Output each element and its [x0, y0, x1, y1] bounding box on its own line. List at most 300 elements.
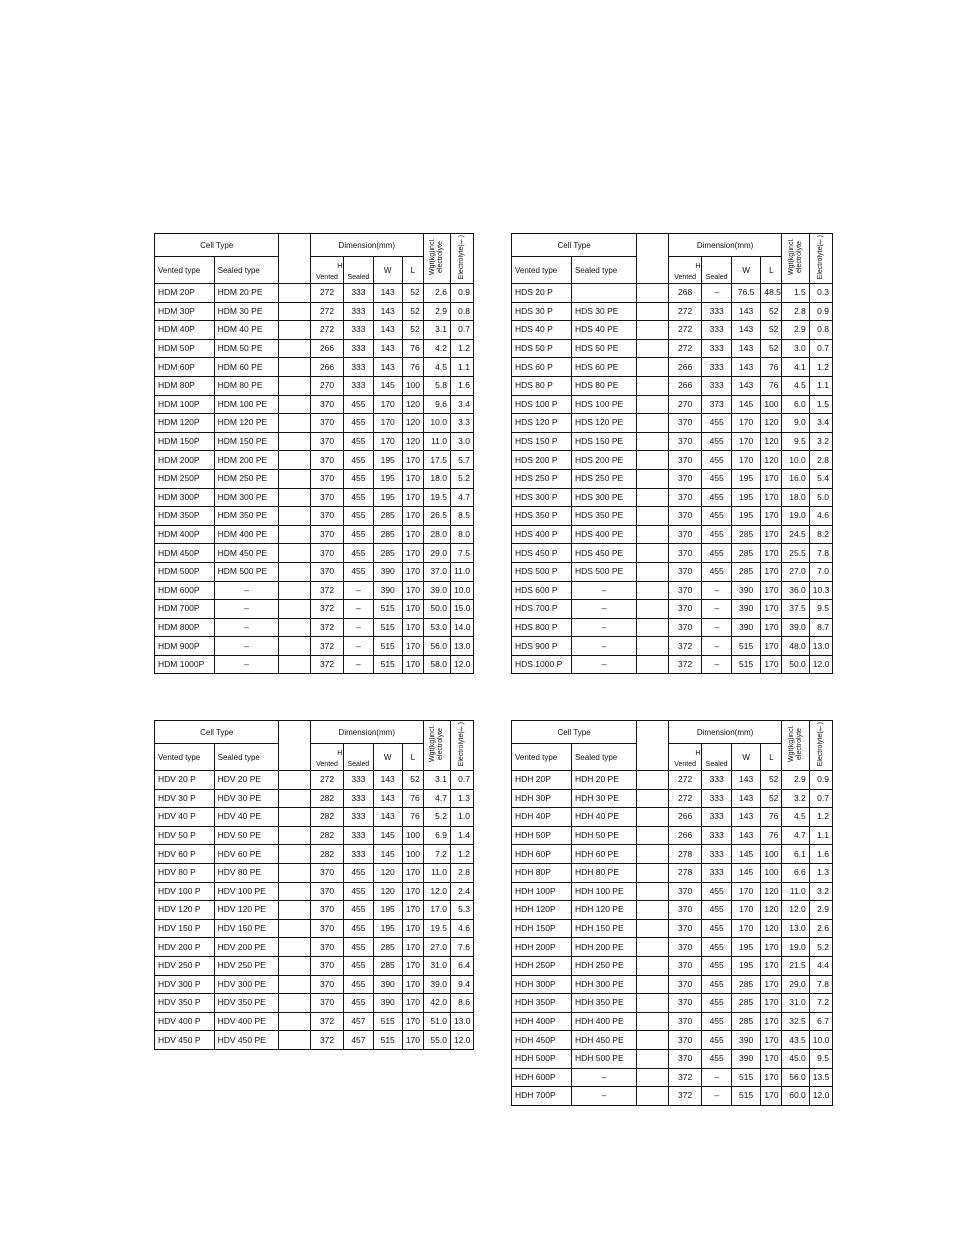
vented-type-cell: HDV 150 P [155, 919, 215, 938]
weight-cell: 18.0 [782, 488, 809, 507]
electrolyte-cell: 13.0 [450, 637, 473, 656]
header-h-vented [310, 744, 343, 771]
h-sealed-cell: 457 [344, 1031, 373, 1050]
weight-cell: 4.5 [782, 376, 809, 395]
h-sealed-cell: 455 [344, 956, 373, 975]
weight-cell: 19.0 [782, 938, 809, 957]
vented-type-cell: HDS 450 P [512, 544, 572, 563]
l-cell: 52 [402, 771, 423, 790]
h-vented-cell: 272 [668, 771, 702, 790]
w-cell: 195 [731, 488, 760, 507]
w-cell: 285 [373, 544, 402, 563]
l-cell: 52 [761, 321, 782, 340]
l-cell: 76 [761, 358, 782, 377]
vented-type-cell: HDS 250 P [512, 469, 572, 488]
h-vented-cell: 278 [668, 863, 702, 882]
electrolyte-cell: 6.7 [809, 1012, 832, 1031]
l-cell: 170 [761, 956, 782, 975]
h-vented-cell: 272 [310, 771, 343, 790]
electrolyte-cell: 12.0 [809, 655, 832, 674]
l-cell: 100 [402, 826, 423, 845]
weight-cell: 3.0 [782, 339, 809, 358]
l-cell: 170 [402, 618, 423, 637]
w-cell: 143 [731, 321, 760, 340]
h-vented-cell: 282 [310, 808, 343, 827]
w-cell: 170 [373, 432, 402, 451]
table-row [155, 655, 474, 674]
l-cell: 170 [402, 507, 423, 526]
header-weight [423, 721, 450, 771]
header-blank [279, 721, 310, 771]
electrolyte-cell: 7.0 [809, 562, 832, 581]
header-weight-label: Wgt(kg)incl. electrolyte [428, 725, 444, 763]
sealed-type-cell: HDM 450 PE [214, 544, 279, 563]
h-vented-cell: 372 [668, 1087, 702, 1106]
vented-type-cell: HDM 120P [155, 414, 215, 433]
w-cell: 195 [731, 469, 760, 488]
blank-cell [279, 919, 310, 938]
h-sealed-cell: 455 [702, 451, 731, 470]
vented-type-cell: HDV 60 P [155, 845, 215, 864]
sealed-type-cell: – [214, 600, 279, 619]
sealed-type-cell: HDV 350 PE [214, 994, 279, 1013]
electrolyte-cell: 13.5 [809, 1068, 832, 1087]
blank-cell [279, 395, 310, 414]
sealed-type-cell: HDM 60 PE [214, 358, 279, 377]
h-sealed-cell: – [344, 637, 373, 656]
h-vented-cell: 370 [668, 469, 702, 488]
table-row [512, 808, 833, 827]
h-sealed-cell: 455 [702, 882, 731, 901]
electrolyte-cell: 5.2 [809, 938, 832, 957]
sealed-type-cell: – [214, 637, 279, 656]
h-vented-cell: 272 [668, 321, 702, 340]
w-cell: 285 [373, 525, 402, 544]
sealed-type-cell: – [571, 581, 636, 600]
l-cell: 52 [761, 789, 782, 808]
header-w: W [731, 257, 760, 284]
electrolyte-cell: 3.2 [809, 432, 832, 451]
weight-cell: 1.5 [782, 284, 809, 303]
l-cell: 170 [761, 469, 782, 488]
h-sealed-cell: – [702, 618, 731, 637]
table-row [155, 488, 474, 507]
w-cell: 76.5 [731, 284, 760, 303]
table-row [155, 808, 474, 827]
weight-cell: 4.7 [423, 789, 450, 808]
weight-cell: 29.0 [782, 975, 809, 994]
vented-type-cell: HDM 100P [155, 395, 215, 414]
electrolyte-cell: 4.6 [450, 919, 473, 938]
w-cell: 285 [731, 975, 760, 994]
weight-cell: 9.6 [423, 395, 450, 414]
electrolyte-cell: 7.2 [809, 994, 832, 1013]
blank-cell [279, 302, 310, 321]
table-row [155, 994, 474, 1013]
w-cell: 515 [373, 637, 402, 656]
sealed-type-cell: HDV 40 PE [214, 808, 279, 827]
weight-cell: 11.0 [423, 863, 450, 882]
table-row [155, 826, 474, 845]
table-row [155, 395, 474, 414]
electrolyte-cell: 1.3 [809, 863, 832, 882]
table-row [155, 581, 474, 600]
l-cell: 170 [402, 901, 423, 920]
h-sealed-cell: 373 [702, 395, 731, 414]
electrolyte-cell: 1.4 [450, 826, 473, 845]
table-row [512, 655, 833, 674]
weight-cell: 4.5 [782, 808, 809, 827]
vented-type-cell: HDS 30 P [512, 302, 572, 321]
vented-type-cell: HDS 700 P [512, 600, 572, 619]
sealed-type-cell: HDV 120 PE [214, 901, 279, 920]
h-vented-cell: 272 [310, 321, 343, 340]
table-row [512, 637, 833, 656]
w-cell: 170 [731, 451, 760, 470]
electrolyte-cell: 1.1 [450, 358, 473, 377]
blank-cell [279, 655, 310, 674]
h-vented-cell: 266 [668, 376, 702, 395]
l-cell: 170 [761, 544, 782, 563]
table-row [512, 882, 833, 901]
electrolyte-cell: 0.9 [450, 284, 473, 303]
weight-cell: 26.5 [423, 507, 450, 526]
l-cell: 52 [761, 302, 782, 321]
vented-type-cell: HDS 400 P [512, 525, 572, 544]
h-sealed-cell: 455 [702, 432, 731, 451]
h-vented-cell: 370 [310, 994, 343, 1013]
l-cell: 76 [761, 826, 782, 845]
h-vented-cell: 278 [668, 845, 702, 864]
vented-type-cell: HDM 30P [155, 302, 215, 321]
sealed-type-cell: – [571, 655, 636, 674]
table-row [155, 901, 474, 920]
l-cell: 170 [402, 994, 423, 1013]
blank-cell [637, 469, 669, 488]
blank-cell [637, 655, 669, 674]
blank-cell [637, 414, 669, 433]
header-electrolyte-label: Electrolyte(ℓ) [816, 234, 824, 280]
h-sealed-cell: 333 [344, 284, 373, 303]
sealed-type-cell: HDM 30 PE [214, 302, 279, 321]
header-vented-type: Vented type [155, 257, 215, 284]
vented-type-cell: HDV 250 P [155, 956, 215, 975]
table-row [512, 1068, 833, 1087]
h-sealed-cell: – [344, 600, 373, 619]
l-cell: 170 [761, 938, 782, 957]
vented-type-cell: HDM 40P [155, 321, 215, 340]
header-h: H [695, 750, 701, 757]
weight-cell: 36.0 [782, 581, 809, 600]
l-cell: 170 [761, 975, 782, 994]
vented-type-cell: HDS 120 P [512, 414, 572, 433]
electrolyte-cell: 12.0 [450, 655, 473, 674]
l-cell: 170 [761, 581, 782, 600]
weight-cell: 6.9 [423, 826, 450, 845]
blank-cell [279, 901, 310, 920]
table-row [155, 919, 474, 938]
vented-type-cell: HDH 100P [512, 882, 572, 901]
blank-cell [637, 321, 669, 340]
l-cell: 170 [402, 562, 423, 581]
w-cell: 515 [373, 1031, 402, 1050]
weight-cell: 53.0 [423, 618, 450, 637]
header-weight [782, 234, 809, 284]
table-row [512, 525, 833, 544]
table-row [155, 284, 474, 303]
table-row [155, 358, 474, 377]
sealed-type-cell: HDS 120 PE [571, 414, 636, 433]
h-vented-cell: 370 [310, 956, 343, 975]
h-vented-cell: 370 [310, 544, 343, 563]
l-cell: 76 [761, 376, 782, 395]
sealed-type-cell: HDM 300 PE [214, 488, 279, 507]
header-h: H [337, 750, 343, 757]
weight-cell: 50.0 [423, 600, 450, 619]
header-sealed-type: Sealed type [214, 744, 279, 771]
h-sealed-cell: 455 [344, 395, 373, 414]
header-vented: Vented [674, 761, 697, 768]
blank-cell [637, 882, 669, 901]
blank-cell [279, 376, 310, 395]
blank-cell [637, 284, 669, 303]
electrolyte-cell: 3.4 [450, 395, 473, 414]
header-electrolyte [809, 721, 832, 771]
table-row [155, 975, 474, 994]
h-sealed-cell: 455 [702, 488, 731, 507]
h-vented-cell: 270 [668, 395, 702, 414]
w-cell: 143 [373, 339, 402, 358]
w-cell: 390 [731, 1031, 760, 1050]
weight-cell: 32.5 [782, 1012, 809, 1031]
l-cell: 170 [402, 525, 423, 544]
h-sealed-cell: 455 [702, 414, 731, 433]
h-sealed-cell: 455 [344, 882, 373, 901]
weight-cell: 56.0 [782, 1068, 809, 1087]
h-sealed-cell: – [702, 637, 731, 656]
sealed-type-cell: HDH 200 PE [571, 938, 636, 957]
sealed-type-cell: HDH 400 PE [571, 1012, 636, 1031]
blank-cell [637, 845, 669, 864]
l-cell: 170 [402, 919, 423, 938]
sealed-type-cell: HDM 120 PE [214, 414, 279, 433]
l-cell: 76 [402, 339, 423, 358]
electrolyte-cell: 7.8 [809, 544, 832, 563]
electrolyte-cell: 1.2 [809, 808, 832, 827]
l-cell: 170 [402, 451, 423, 470]
h-vented-cell: 370 [310, 863, 343, 882]
sealed-type-cell: HDS 40 PE [571, 321, 636, 340]
l-cell: 170 [402, 938, 423, 957]
vented-type-cell: HDS 60 P [512, 358, 572, 377]
vented-type-cell: HDH 250P [512, 956, 572, 975]
h-vented-cell: 370 [668, 1031, 702, 1050]
l-cell: 48.5 [761, 284, 782, 303]
sealed-type-cell: HDS 100 PE [571, 395, 636, 414]
table-row [512, 975, 833, 994]
weight-cell: 19.5 [423, 488, 450, 507]
sealed-type-cell: – [571, 1087, 636, 1106]
blank-cell [637, 1049, 669, 1068]
electrolyte-cell: 5.0 [809, 488, 832, 507]
electrolyte-cell: 0.8 [450, 302, 473, 321]
w-cell: 145 [731, 863, 760, 882]
vented-type-cell: HDH 350P [512, 994, 572, 1013]
h-vented-cell: 370 [310, 562, 343, 581]
sealed-type-cell: – [214, 655, 279, 674]
table-row [512, 302, 833, 321]
blank-cell [637, 1087, 669, 1106]
header-vented-type: Vented type [512, 257, 572, 284]
w-cell: 285 [731, 1012, 760, 1031]
h-sealed-cell: 455 [702, 544, 731, 563]
table-row [512, 1049, 833, 1068]
h-vented-cell: 282 [310, 845, 343, 864]
vented-type-cell: HDM 200P [155, 451, 215, 470]
h-sealed-cell: 455 [344, 544, 373, 563]
sealed-type-cell: HDH 300 PE [571, 975, 636, 994]
blank-cell [279, 488, 310, 507]
vented-type-cell: HDS 100 P [512, 395, 572, 414]
blank-cell [637, 376, 669, 395]
w-cell: 143 [731, 339, 760, 358]
header-dimension: Dimension(mm) [310, 234, 423, 257]
h-sealed-cell: 455 [344, 863, 373, 882]
vented-type-cell: HDM 700P [155, 600, 215, 619]
blank-cell [279, 975, 310, 994]
electrolyte-cell: 0.9 [809, 771, 832, 790]
h-sealed-cell: 455 [344, 562, 373, 581]
blank-cell [279, 469, 310, 488]
h-vented-cell: 372 [310, 655, 343, 674]
vented-type-cell: HDS 80 P [512, 376, 572, 395]
h-vented-cell: 370 [668, 975, 702, 994]
table-row [512, 901, 833, 920]
weight-cell: 2.9 [782, 321, 809, 340]
blank-cell [637, 863, 669, 882]
w-cell: 285 [731, 562, 760, 581]
w-cell: 143 [731, 771, 760, 790]
electrolyte-cell: 2.4 [450, 882, 473, 901]
weight-cell: 50.0 [782, 655, 809, 674]
w-cell: 515 [373, 600, 402, 619]
h-sealed-cell: 455 [702, 919, 731, 938]
vented-type-cell: HDM 60P [155, 358, 215, 377]
sealed-type-cell: HDM 80 PE [214, 376, 279, 395]
sealed-type-cell: – [571, 600, 636, 619]
electrolyte-cell: 14.0 [450, 618, 473, 637]
electrolyte-cell: 13.0 [450, 1012, 473, 1031]
h-sealed-cell: 455 [702, 507, 731, 526]
w-cell: 195 [373, 901, 402, 920]
blank-cell [637, 789, 669, 808]
w-cell: 145 [373, 845, 402, 864]
header-dimension: Dimension(mm) [310, 721, 423, 744]
sealed-type-cell: HDV 450 PE [214, 1031, 279, 1050]
table-row [512, 938, 833, 957]
h-sealed-cell: 333 [344, 845, 373, 864]
vented-type-cell: HDH 300P [512, 975, 572, 994]
sealed-type-cell: HDS 80 PE [571, 376, 636, 395]
h-vented-cell: 370 [668, 882, 702, 901]
h-vented-cell: 370 [668, 994, 702, 1013]
vented-type-cell: HDH 120P [512, 901, 572, 920]
l-cell: 100 [761, 863, 782, 882]
blank-cell [279, 562, 310, 581]
vented-type-cell: HDV 80 P [155, 863, 215, 882]
w-cell: 390 [731, 600, 760, 619]
blank-cell [279, 451, 310, 470]
table-row [155, 432, 474, 451]
blank-cell [637, 808, 669, 827]
blank-cell [279, 1012, 310, 1031]
blank-cell [279, 507, 310, 526]
header-l: L [402, 744, 423, 771]
h-sealed-cell: – [702, 655, 731, 674]
l-cell: 170 [761, 1087, 782, 1106]
w-cell: 170 [731, 432, 760, 451]
vented-type-cell: HDH 40P [512, 808, 572, 827]
w-cell: 390 [373, 562, 402, 581]
l-cell: 52 [402, 284, 423, 303]
header-sealed: Sealed [702, 744, 731, 771]
weight-cell: 6.1 [782, 845, 809, 864]
header-weight-label: Wgt(kg)incl. electrolyte [787, 238, 803, 276]
electrolyte-cell: 1.1 [809, 826, 832, 845]
sealed-type-cell: HDH 50 PE [571, 826, 636, 845]
h-sealed-cell: 333 [702, 845, 731, 864]
vented-type-cell: HDV 100 P [155, 882, 215, 901]
h-vented-cell: 370 [310, 395, 343, 414]
h-sealed-cell: 455 [702, 975, 731, 994]
table-row [512, 845, 833, 864]
table-row [155, 451, 474, 470]
weight-cell: 5.2 [423, 808, 450, 827]
weight-cell: 2.9 [782, 771, 809, 790]
blank-cell [637, 938, 669, 957]
blank-cell [279, 789, 310, 808]
table-row [512, 1087, 833, 1106]
h-vented-cell: 266 [668, 358, 702, 377]
w-cell: 285 [731, 994, 760, 1013]
blank-cell [637, 956, 669, 975]
header-sealed-type: Sealed type [214, 257, 279, 284]
w-cell: 285 [373, 956, 402, 975]
electrolyte-cell: 0.3 [809, 284, 832, 303]
table-row [512, 339, 833, 358]
h-sealed-cell: 455 [344, 488, 373, 507]
header-weight [782, 721, 809, 771]
h-vented-cell: 372 [310, 600, 343, 619]
electrolyte-cell: 1.3 [450, 789, 473, 808]
weight-cell: 16.0 [782, 469, 809, 488]
electrolyte-cell: 13.0 [809, 637, 832, 656]
l-cell: 170 [402, 655, 423, 674]
l-cell: 120 [761, 882, 782, 901]
sealed-type-cell: – [571, 637, 636, 656]
h-sealed-cell: – [702, 1068, 731, 1087]
header-l: L [761, 257, 782, 284]
weight-cell: 12.0 [423, 882, 450, 901]
h-vented-cell: 372 [668, 655, 702, 674]
blank-cell [637, 600, 669, 619]
blank-cell [279, 358, 310, 377]
l-cell: 120 [761, 451, 782, 470]
vented-type-cell: HDH 600P [512, 1068, 572, 1087]
l-cell: 170 [761, 994, 782, 1013]
w-cell: 170 [373, 395, 402, 414]
w-cell: 195 [373, 919, 402, 938]
